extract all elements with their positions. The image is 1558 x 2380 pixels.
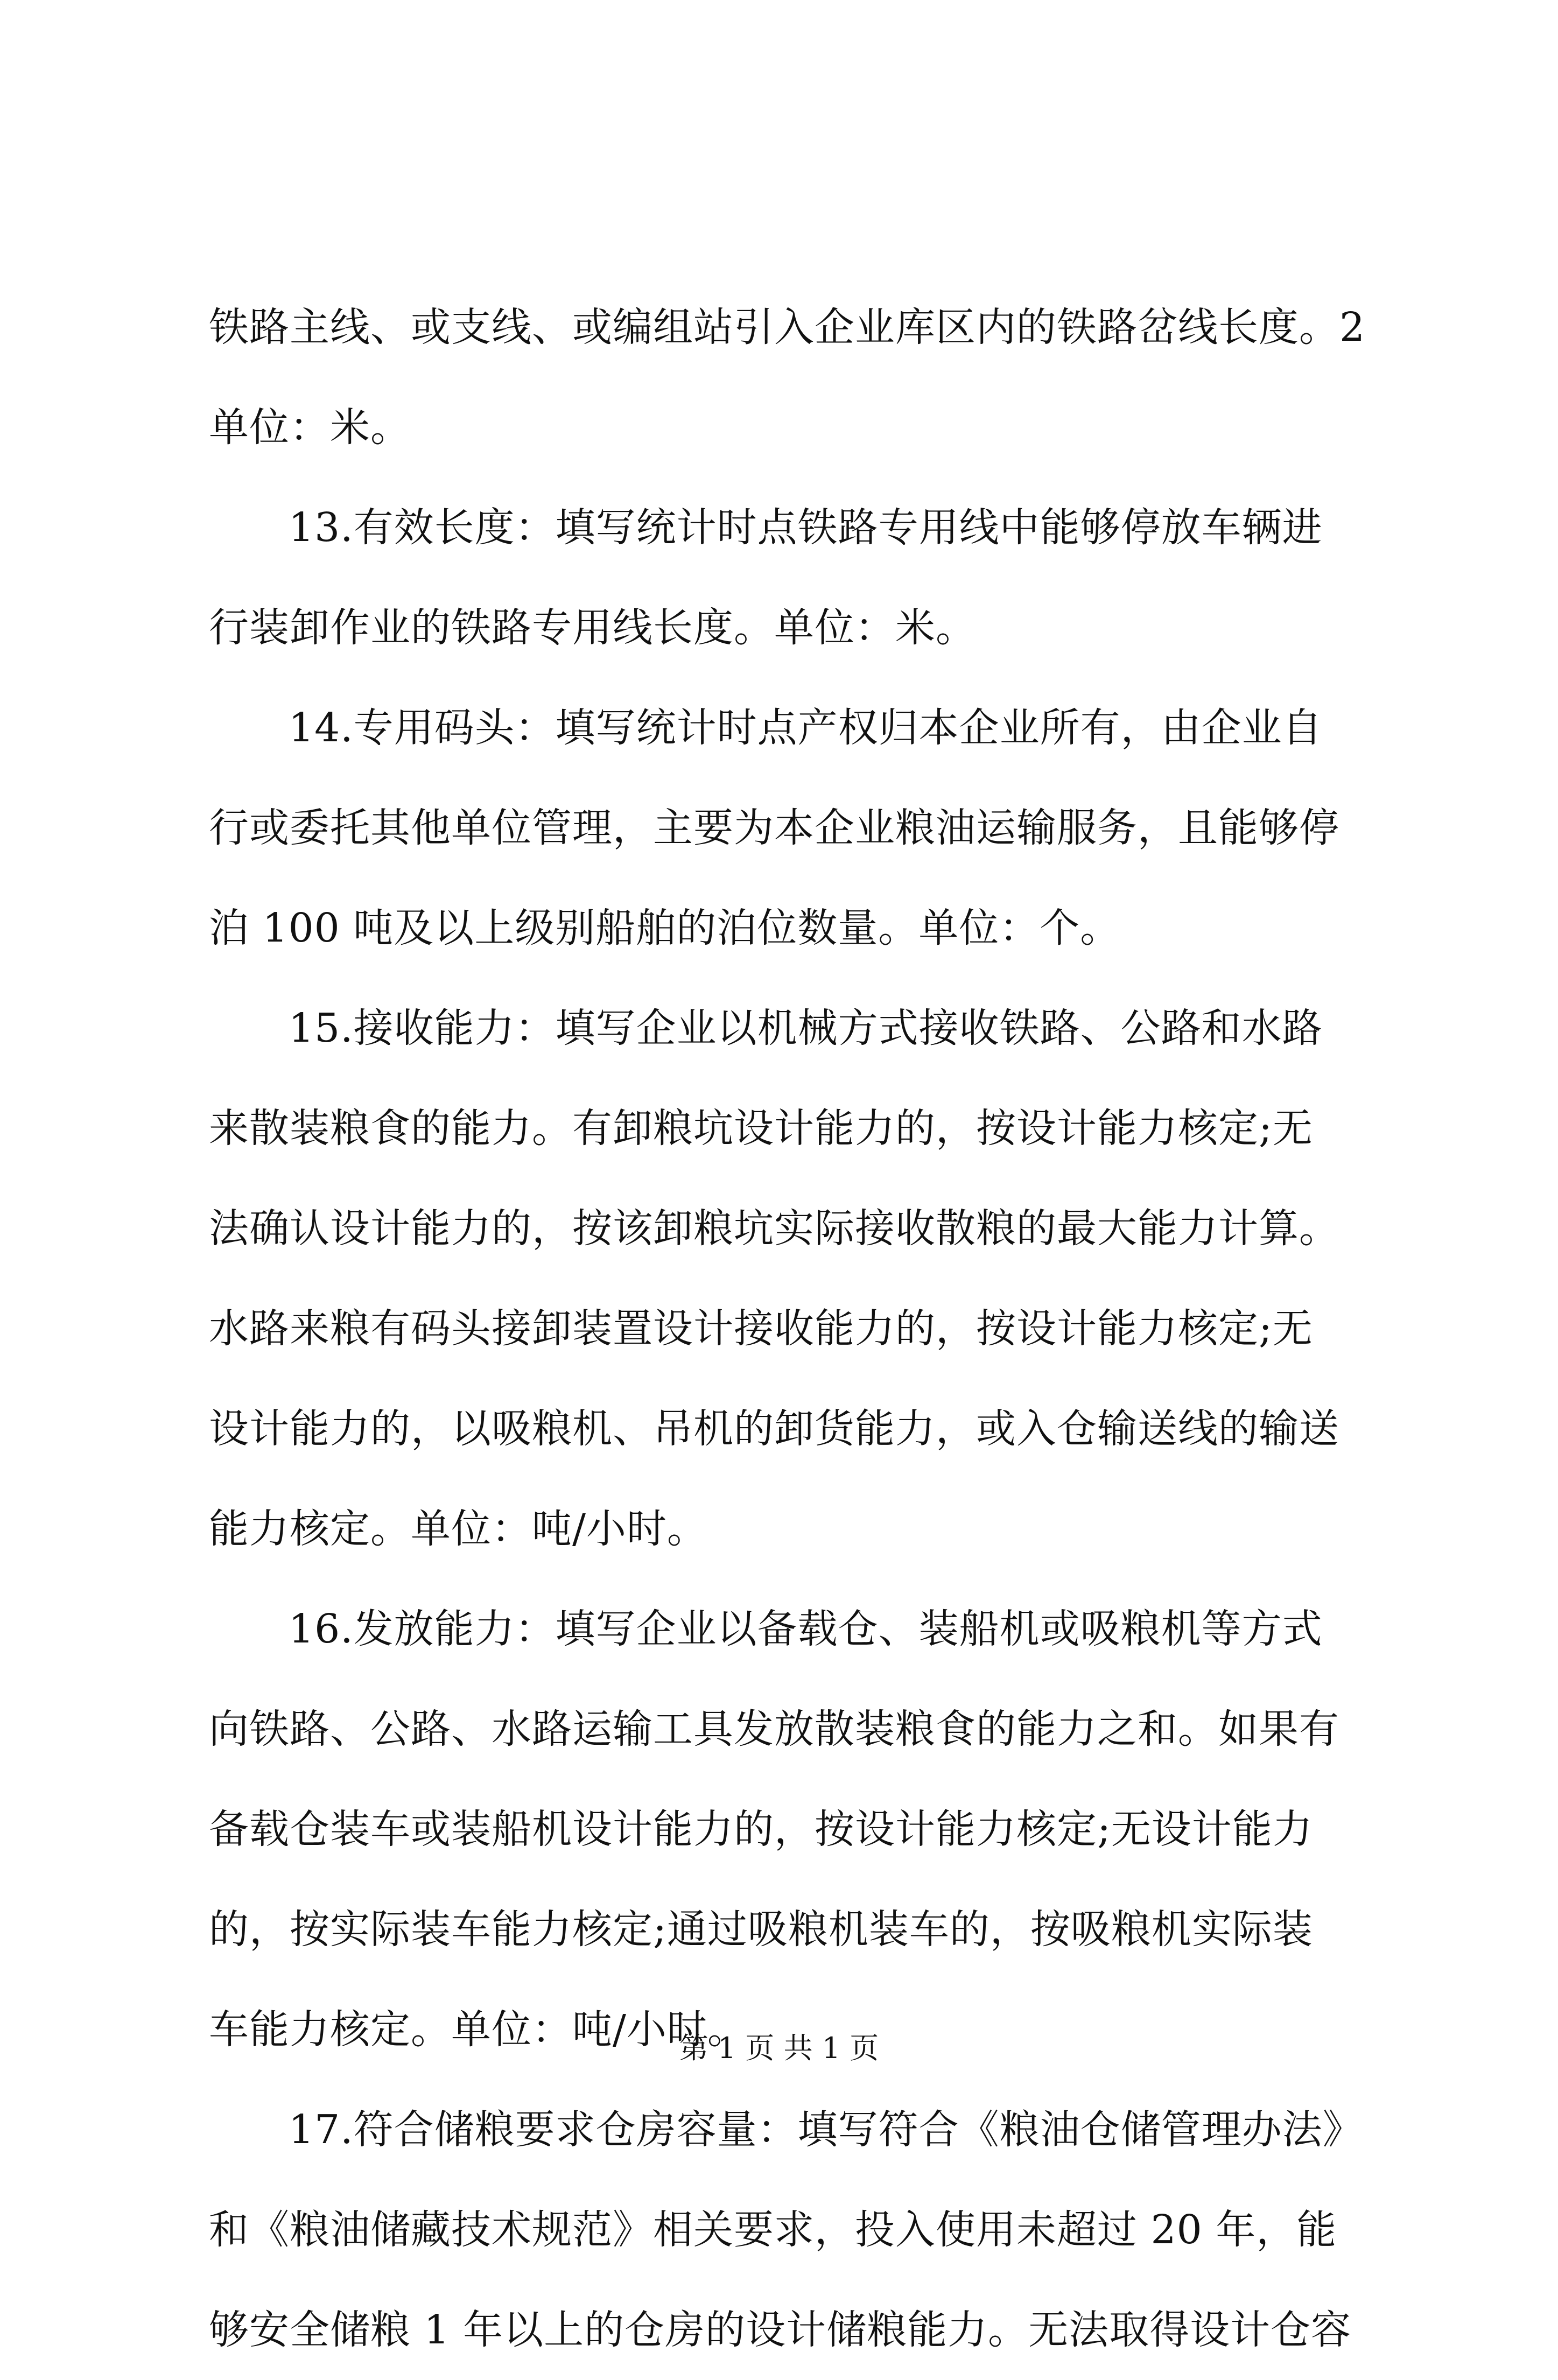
- text-line: 的，按实际装车能力核定;通过吸粮机装车的，按吸粮机实际装: [209, 1906, 1313, 1953]
- paragraph-15-line: 15.接收能力：填写企业以机械方式接收铁路、公路和水路: [289, 1005, 1323, 1051]
- text-line: 向铁路、公路、水路运输工具发放散装粮食的能力之和。如果有: [209, 1706, 1339, 1752]
- text-line: 行或委托其他单位管理，主要为本企业粮油运输服务，且能够停: [209, 805, 1339, 851]
- paragraph-16-line: 16.发放能力：填写企业以备载仓、装船机或吸粮机等方式: [289, 1606, 1323, 1652]
- text-line: 来散装粮食的能力。有卸粮坑设计能力的，按设计能力核定;无: [209, 1105, 1313, 1152]
- text-line: 泊 100 吨及以上级别船舶的泊位数量。单位：个。: [209, 905, 1121, 951]
- text-line: 够安全储粮 1 年以上的仓房的设计储粮能力。无法取得设计仓容: [209, 2307, 1352, 2353]
- text-line: 铁路主线、或支线、或编组站引入企业库区内的铁路岔线长度。2: [209, 304, 1366, 350]
- page-footer: 第 1 页 共 1 页: [679, 2031, 879, 2065]
- paragraph-13-line: 13.有效长度：填写统计时点铁路专用线中能够停放车辆进: [289, 504, 1323, 551]
- paragraph-14-line: 14.专用码头：填写统计时点产权归本企业所有，由企业自: [289, 705, 1323, 751]
- text-line: 单位：米。: [209, 404, 411, 451]
- paragraph-17-line: 17.符合储粮要求仓房容量：填写符合《粮油仓储管理办法》: [289, 2107, 1363, 2153]
- text-line: 车能力核定。单位：吨/小时。: [209, 2006, 748, 2053]
- text-line: 设计能力的，以吸粮机、吊机的卸货能力，或入仓输送线的输送: [209, 1406, 1339, 1452]
- text-line: 法确认设计能力的，按该卸粮坑实际接收散粮的最大能力计算。: [209, 1205, 1339, 1252]
- text-line: 水路来粮有码头接卸装置设计接收能力的，按设计能力核定;无: [209, 1305, 1313, 1352]
- text-line: 和《粮油储藏技术规范》相关要求，投入使用未超过 20 年，能: [209, 2207, 1337, 2253]
- text-line: 备载仓装车或装船机设计能力的，按设计能力核定;无设计能力: [209, 1806, 1313, 1852]
- text-line: 能力核定。单位：吨/小时。: [209, 1506, 707, 1552]
- text-line: 行装卸作业的铁路专用线长度。单位：米。: [209, 605, 976, 651]
